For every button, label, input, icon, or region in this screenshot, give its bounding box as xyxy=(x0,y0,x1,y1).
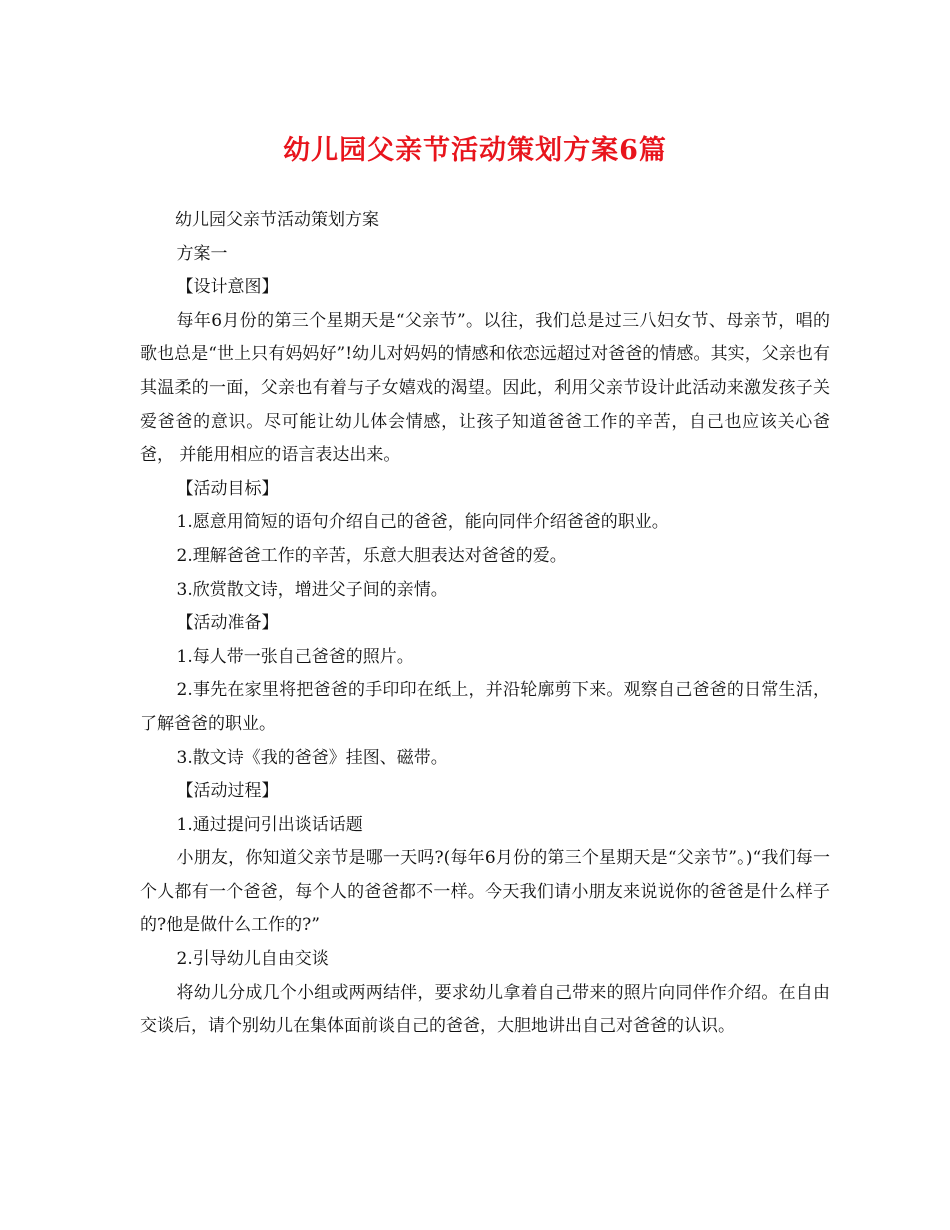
list-item-process-2: 2.引导幼儿自由交谈 xyxy=(176,949,329,970)
document-body xyxy=(140,204,830,1044)
list-item-goal-1: 1.愿意用简短的语句介绍自己的爸爸，能向同伴介绍爸爸的职业。 xyxy=(176,512,669,533)
list-item-prep-2: 2.事先在家里将把爸爸的手印印在纸上，并沿轮廓剪下来。观察自己爸爸的日常生活，了解爸爸的职业。 xyxy=(140,680,830,734)
section-heading-preparation: 【活动准备】 xyxy=(176,613,279,634)
paragraph-design-intent: 每年6月份的第三个星期天是“父亲节”。以往，我们总是过三八妇女节、母亲节，唱的歌也总是“世上只有妈妈好”!幼儿对妈妈的情感和依恋远超过对爸爸的情感。其实，父亲也有其温柔的一面，父亲也有着与子女嬉戏的渴望。因此，利用父亲节设计此活动来激发孩子关爱爸爸的意识。尽可能让幼儿体会情感，让孩子知道爸爸工作的辛苦，自己也应该关心爸爸， 并能用相应的语言表达出来。 xyxy=(140,310,830,466)
section-heading-goals: 【活动目标】 xyxy=(176,478,279,499)
paragraph-process-1: 小朋友，你知道父亲节是哪一天吗?(每年6月份的第三个星期天是“父亲节”。)“我们每一个人都有一个爸爸，每个人的爸爸都不一样。今天我们请小朋友来说说你的爸爸是什么样子的?他是做什么工作的?” xyxy=(140,848,830,936)
section-heading-process: 【活动过程】 xyxy=(176,781,279,802)
document-title: 幼儿园父亲节活动策划方案6篇 xyxy=(283,135,667,166)
section-heading-design-intent: 【设计意图】 xyxy=(176,277,279,298)
list-item-process-1: 1.通过提问引出谈话话题 xyxy=(176,814,363,835)
paragraph-heading: 幼儿园父亲节活动策划方案 xyxy=(175,210,379,230)
paragraph-plan-one: 方案一 xyxy=(176,243,228,264)
list-item-prep-3: 3.散文诗《我的爸爸》挂图、磁带。 xyxy=(176,747,448,768)
list-item-goal-3: 3.欣赏散文诗，增进父子间的亲情。 xyxy=(176,579,448,600)
list-item-prep-1: 1.每人带一张自己爸爸的照片。 xyxy=(176,646,414,667)
list-item-goal-2: 2.理解爸爸工作的辛苦，乐意大胆表达对爸爸的爱。 xyxy=(176,545,567,566)
paragraph-process-2: 将幼儿分成几个小组或两两结伴，要求幼儿拿着自己带来的照片向同伴作介绍。在自由交谈后，请个别幼儿在集体面前谈自己的爸爸，大胆地讲出自己对爸爸的认识。 xyxy=(140,982,830,1037)
